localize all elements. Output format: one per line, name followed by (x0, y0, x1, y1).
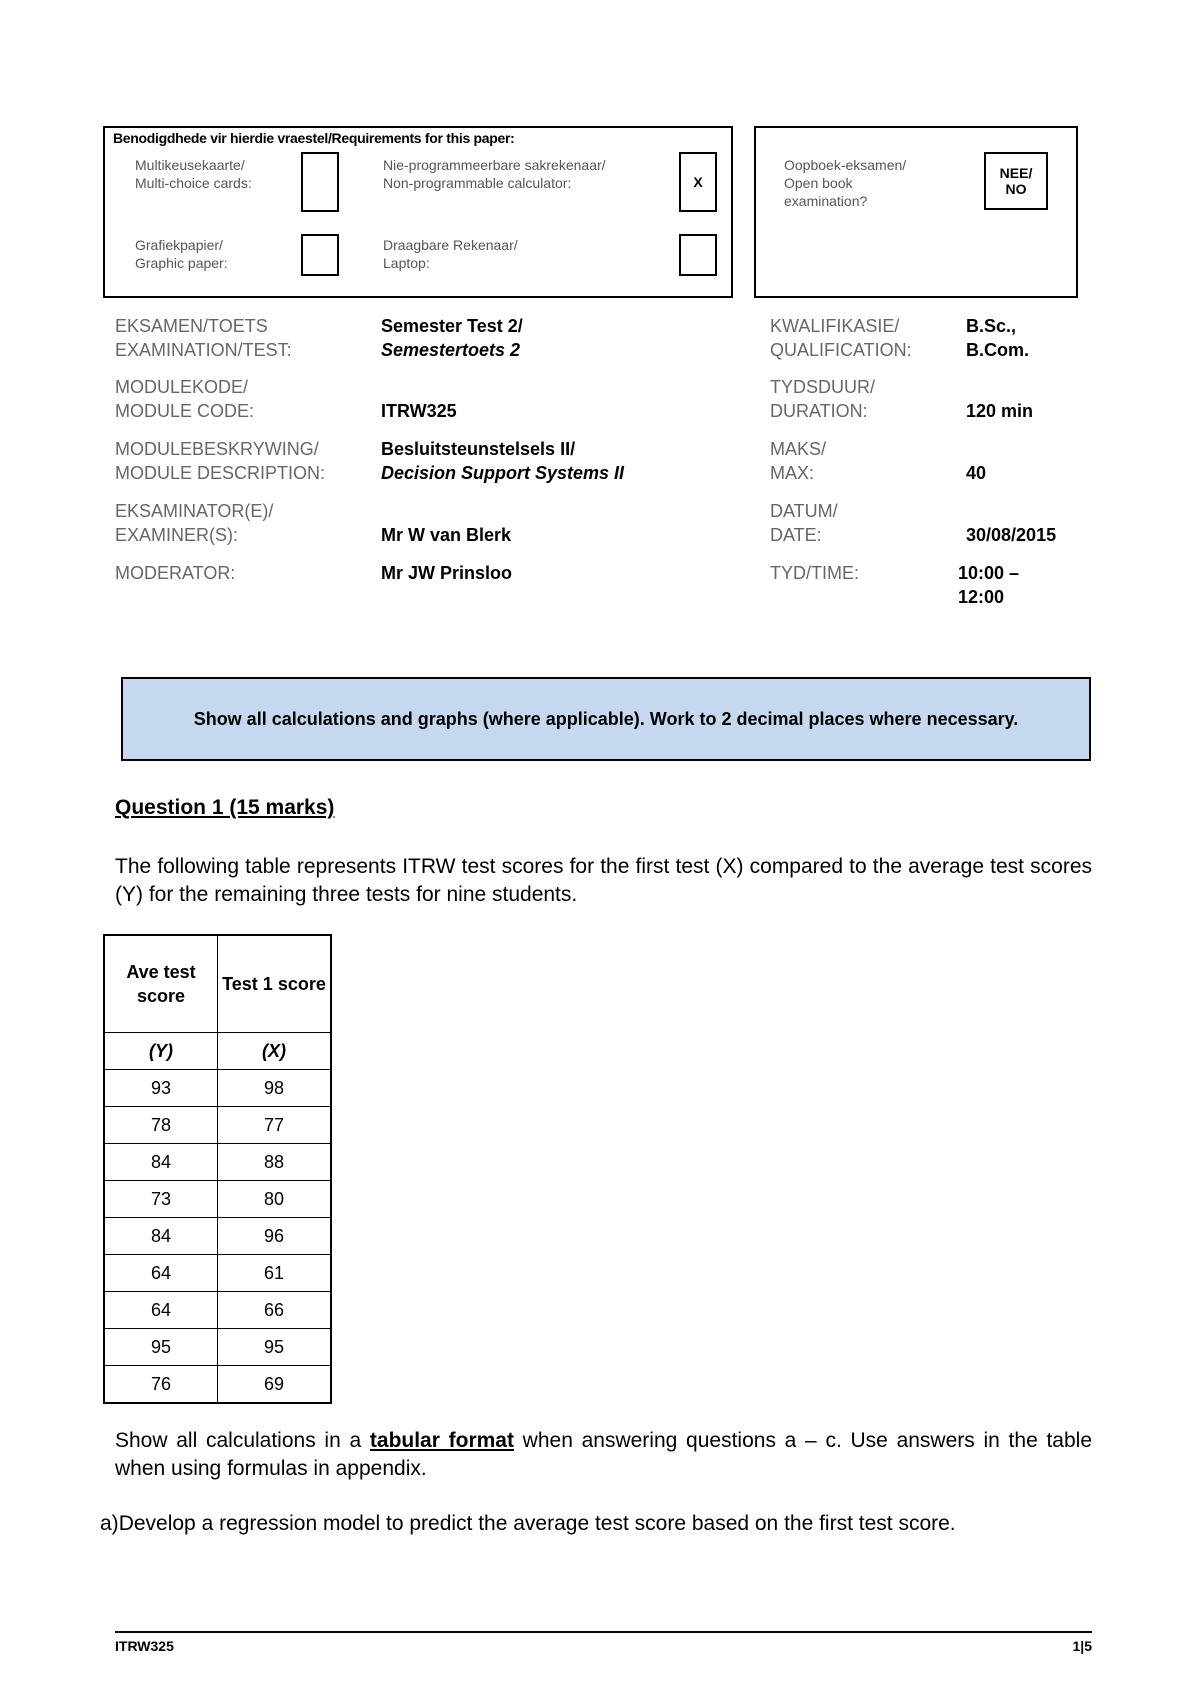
cell-y: 64 (104, 1255, 218, 1292)
tabular-instruction-emphasis: tabular format (369, 1429, 514, 1452)
header-ave-test-score: Ave test score (104, 935, 218, 1033)
footer-divider (115, 1631, 1092, 1633)
cell-x: 88 (218, 1144, 332, 1181)
cell-y: 78 (104, 1107, 218, 1144)
laptop-label-af: Draagbare Rekenaar/ (383, 237, 518, 253)
requirements-box (103, 126, 733, 298)
footer-module-code: ITRW325 (115, 1638, 174, 1654)
open-book-label-line2: Open book (784, 175, 853, 191)
cell-y: 64 (104, 1292, 218, 1329)
table-row (104, 1218, 331, 1255)
tabular-instruction (115, 1427, 1092, 1483)
cell-x: 96 (218, 1218, 332, 1255)
open-book-label-line1: Oopboek-eksamen/ (784, 157, 907, 173)
calculator-label-en: Non-programmable calculator: (383, 175, 572, 191)
open-book-answer-af: NEE/ (999, 165, 1033, 181)
examiner-label-en: EXAMINER(S): (115, 525, 239, 545)
open-book-box (754, 126, 1078, 298)
max-label-en: MAX: (770, 463, 815, 483)
qualification-value-line2: B.Com. (966, 340, 1029, 360)
scores-table (103, 934, 332, 1404)
cell-x: 69 (218, 1366, 332, 1404)
cell-y: 84 (104, 1144, 218, 1181)
module-code-label-af: MODULEKODE/ (115, 377, 249, 397)
duration-value: 120 min (966, 401, 1034, 421)
cell-y: 95 (104, 1329, 218, 1366)
cell-x: 66 (218, 1292, 332, 1329)
max-value: 40 (966, 463, 987, 483)
instruction-text: Show all calculations and graphs (where applicable). Work to 2 decimal places where necessary. (193, 708, 1019, 729)
table-row (104, 1181, 331, 1218)
date-label (770, 499, 838, 547)
instruction-banner (121, 677, 1091, 761)
open-book-answer-en: NO (1005, 181, 1027, 197)
duration-label (770, 375, 875, 423)
laptop-label-en: Laptop: (383, 255, 430, 271)
footer-page-number: 1|5 (1072, 1638, 1092, 1654)
calculator-label-af: Nie-programmeerbare sakrekenaar/ (383, 157, 606, 173)
time-value (958, 561, 1019, 609)
header-test1-score: Test 1 score (218, 935, 332, 1033)
qualification-value (966, 314, 1029, 362)
qualification-label-en: QUALIFICATION: (770, 340, 912, 360)
qualification-label (770, 314, 912, 362)
cell-x: 95 (218, 1329, 332, 1366)
module-code-label-en: MODULE CODE: (115, 401, 255, 421)
module-description-label-af: MODULEBESKRYWING/ (115, 439, 319, 459)
module-description-value-af: Besluitsteunstelsels II/ (381, 439, 576, 459)
open-book-label (784, 156, 906, 210)
cell-y: 84 (104, 1218, 218, 1255)
time-value-end: 12:00 (958, 587, 1005, 607)
exam-label (115, 314, 292, 362)
moderator-value: Mr JW Prinsloo (381, 563, 513, 583)
symbol-y: (Y) (104, 1033, 218, 1070)
table-symbol-row (104, 1033, 331, 1070)
cell-x: 80 (218, 1181, 332, 1218)
part-a (100, 1510, 1092, 1538)
multi-choice-label-af: Multikeusekaarte/ (135, 157, 245, 173)
graphic-paper-label (135, 236, 228, 272)
duration-label-af: TYDSDUUR/ (770, 377, 876, 397)
laptop-label (383, 236, 518, 272)
max-label (770, 437, 826, 485)
laptop-checkbox[interactable] (679, 234, 717, 276)
graphic-paper-label-af: Grafiekpapier/ (135, 237, 223, 253)
calculator-label (383, 156, 606, 192)
table-header-row (104, 935, 331, 1033)
exam-value-en: Semester Test 2/ (381, 316, 523, 336)
table-row (104, 1070, 331, 1107)
module-description-label (115, 437, 325, 485)
table-row (104, 1329, 331, 1366)
requirements-title: Benodigdhede vir hierdie vraestel/Requirements for this paper: (113, 130, 515, 146)
part-a-text: Develop a regression model to predict the average test score based on the first test score. (118, 1512, 956, 1535)
qualification-value-line1: B.Sc., (966, 316, 1017, 336)
cell-y: 93 (104, 1070, 218, 1107)
exam-label-af: EKSAMEN/TOETS (115, 316, 268, 336)
module-description-label-en: MODULE DESCRIPTION: (115, 463, 326, 483)
module-code-value: ITRW325 (381, 401, 457, 421)
max-label-af: MAKS/ (770, 439, 827, 459)
table-row (104, 1255, 331, 1292)
table-row (104, 1107, 331, 1144)
multi-choice-label (135, 156, 252, 192)
time-label: TYD/TIME: (770, 563, 859, 583)
moderator-label: MODERATOR: (115, 563, 236, 583)
multi-choice-label-en: Multi-choice cards: (135, 175, 252, 191)
examiner-value: Mr W van Blerk (381, 525, 512, 545)
qualification-label-af: KWALIFIKASIE/ (770, 316, 900, 336)
module-code-label (115, 375, 254, 423)
table-row (104, 1366, 331, 1404)
table-row (104, 1292, 331, 1329)
exam-label-en: EXAMINATION/TEST: (115, 340, 292, 360)
table-row (104, 1144, 331, 1181)
question-intro: The following table represents ITRW test scores for the first test (X) compared to the average test scores (Y) for the remaining three tests for nine students. (115, 855, 1092, 906)
module-description-value (381, 437, 624, 485)
graphic-paper-label-en: Graphic paper: (135, 255, 228, 271)
date-label-af: DATUM/ (770, 501, 838, 521)
duration-label-en: DURATION: (770, 401, 868, 421)
multi-choice-checkbox[interactable] (301, 152, 339, 212)
examiner-label-af: EKSAMINATOR(E)/ (115, 501, 274, 521)
cell-y: 73 (104, 1181, 218, 1218)
module-description-value-en: Decision Support Systems II (381, 463, 625, 483)
calculator-checkbox[interactable] (679, 152, 717, 212)
exam-value-af: Semestertoets 2 (381, 340, 521, 360)
open-book-label-line3: examination? (784, 193, 868, 209)
part-a-label: a) (100, 1512, 119, 1535)
question-title: Question 1 (15 marks) (115, 796, 335, 819)
open-book-answer-box[interactable] (984, 152, 1048, 210)
date-value: 30/08/2015 (966, 525, 1057, 545)
cell-x: 98 (218, 1070, 332, 1107)
tabular-instruction-pre: Show all calculations in a (115, 1429, 370, 1452)
examiner-label (115, 499, 273, 547)
tabular-instruction-post: when answering questions a – c. Use answers in the table when using formulas in appendix. (115, 1429, 1093, 1480)
cell-x: 61 (218, 1255, 332, 1292)
graphic-paper-checkbox[interactable] (301, 234, 339, 276)
symbol-x: (X) (218, 1033, 332, 1070)
cell-x: 77 (218, 1107, 332, 1144)
cell-y: 76 (104, 1366, 218, 1404)
date-label-en: DATE: (770, 525, 822, 545)
calculator-check-mark: X (693, 174, 703, 190)
time-value-start: 10:00 – (958, 563, 1020, 583)
exam-value (381, 314, 523, 362)
